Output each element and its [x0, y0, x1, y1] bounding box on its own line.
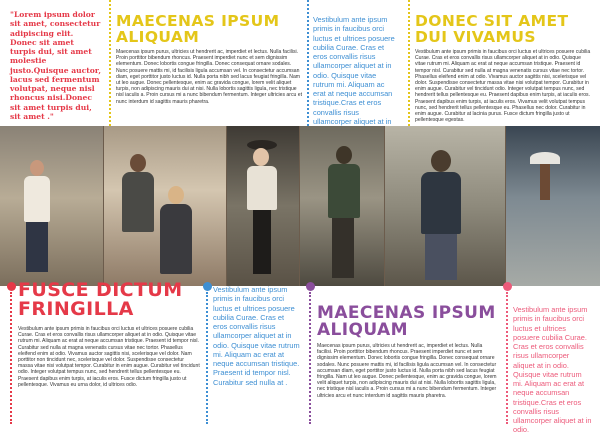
photo-man-beanie-coffee — [385, 126, 505, 286]
marker-dot-purple — [306, 282, 315, 291]
marker-dot-blue — [203, 282, 212, 291]
body-text-maecenas-top: Maecenas ipsum purus, ultricies ut hendrerit ac, imperdiet et lectus. Nulla facilisi. Proin porttitor bibendum rhoncus. Praesent imperdiet nunc et sem dignissim elementum. Donec lobortis congue fringilla. Donec consequat ornare sodales. Nunc posuere mattis mi, id facilisis ligula accumsan vel. In consectetur accumsan diam, eget porttitor justo luctus id. Nulla porta nibh sed lacus feugiat fringilla. Nam ut leo augue. Donec pellentesque, enim ac gravida congue, lorem velit aliquet turpis, non adipiscing mauris dui at nisi. Nulla lobortis sagittis ligula, nec tristique nisl iaculis a. Proin cursus mi a nunc bibendum fermentum. Integer ultricies arcu et nunc interdum id sagittis mauris pharetra. — [116, 49, 303, 105]
photo-couple-street — [104, 126, 226, 286]
photo-man-cap-bag — [300, 126, 384, 286]
photo-band — [0, 126, 600, 286]
divider-line-blue-bottom — [206, 292, 208, 424]
photo-man-white-shirt — [0, 126, 103, 286]
headline-maecenas-bottom: MAECENAS IPSUM ALIQUAM — [317, 303, 496, 340]
marker-dot-pink — [503, 282, 512, 291]
headline-fusce: FUSCE DICTUM FRINGILLA — [18, 279, 183, 320]
body-text-fusce: Vestibulum ante ipsum primis in faucibus orci luctus et ultrices posuere cubilia Curae. Cras et eros convallis risus ullamcorper aliquet at in odio. Quisque vitae rutrum mi. Aliquam ac erat at neque accumsan tristique. Praesent id tempor nisl. Curabitur sed nulla at magna venenatis cursus vitae nec tortor. Phasellus eleifend enim at odio. Vivamus auctor sagittis nisi, scelerisque vel dolor. Nam porttitor non tincidunt nec, scelerisque vel dolor. Suspendisse consectetur massa vitae nisi volutpat tempor. Curabitur in enim augue. Curabitur vel tincidunt odio. Integer volutpat tempus nunc, sed hendrerit tellus pellentesque eu. Praesent dapibus enim turpis, at iaculis eros. Fusce dictum fringilla justo ut pellentesque. Vivamus eu urna dolor, id ultrices odio. — [18, 326, 200, 388]
pull-quote: "Lorem ipsum dolor sit amet, consectetur adipiscing elit. Donec sit amet turpis dui, sit amet molestie justo.Quisque auctor, lacus sed fermentum volutpat, neque nisl rhoncus nisi.Donec sit amet turpis dui, sit amet ." — [10, 10, 101, 121]
body-text-blue-bottom: Vestibulum ante ipsum primis in faucibus orci luctus et ultrices posuere cubilia Curae. Cras et eros convallis risus ullamcorper aliquet at in odio. Quisque vitae rutrum mi. Aliquam ac erat at neque accumsan tristique. Praesent id tempor nisl. Curabitur sed nulla at . — [213, 285, 300, 387]
divider-line-yellow-top — [109, 0, 111, 126]
body-text-donec: Vestibulum ante ipsum primis in faucibus orci luctus et ultrices posuere cubilia Curae. Cras et eros convallis risus ullamcorper aliquet at in odio. Quisque vitae rutrum mi. Aliquam ac erat at neque accumsan tristique. Praesent id tempor nisl. Curabitur sed nulla at magna venenatis cursus vitae nec tortor. Phasellus eleifend enim at odio. Vivamus auctor sagittis nisi, scelerisque vel dolor. Suspendisse consectetur massa vitae nisi volutpat tempor. Curabitur in enim augue. Curabitur vel tincidunt odio. Integer volutpat tempus nunc, sed hendrerit tellus pellentesque eu. Praesent dapibus enim turpis, at iaculis eros. Praesent dapibus enim turpis, at iaculis eros. Vivamus velit volutpat tempus nunc, sed hendrerit tellus pellentesque eu. Phasellus nec dolor. Curabitur in enim augue. Curabitur at lacinia purus. Fusce dictum fringilla justo ut pellentesque egestas. — [415, 49, 591, 124]
body-text-pink: Vestibulum ante ipsum primis in faucibus orci luctus et ultrices posuere cubilia Curae. Cras et eros convallis risus ullamcorper aliquet at in odio. Quisque vitae rutrum mi. Aliquam ac erat at neque accumsan tristique.Cras et eros convallis risus ullamcorper aliquet at in odio. — [513, 305, 592, 435]
headline-donec: DONEC SIT AMET DUI VIVAMUS — [415, 12, 569, 46]
divider-line-purple — [309, 292, 311, 424]
body-text-blue-top: Vestibulum ante ipsum primis in faucibus orci luctus et ultrices posuere cubilia Curae. Cras et eros convallis risus ullamcorper aliquet at in odio. Quisque vitae rutrum mi. Aliquam ac erat at neque accumsan tristique.Cras et eros convallis risus ullamcorper aliquet at in — [313, 15, 395, 126]
divider-line-pink — [506, 292, 508, 424]
divider-line-blue-top — [307, 0, 309, 126]
divider-line-red — [10, 292, 12, 424]
body-text-maecenas-bottom: Maecenas ipsum purus, ultricies ut hendrerit ac, imperdiet et lectus. Nulla facilisi. Proin porttitor bibendum rhoncus. Praesent imperdiet nunc et sem dignissim elementum. Donec lobortis congue fringilla. Donec consequat ornare sodales. Nunc posuere mattis mi, id facilisis ligula accumsan vel. In consectetur accumsan diam, eget porttitor justo luctus id. Nulla porta nibh sed lacus feugiat fringilla. Nam ut leo augue. Donec pellentesque, enim ac gravida congue, lorem velit aliquet turpis, non adipiscing mauris dui at nisi. Nulla lobortis sagittis ligula, nec tristique nisl iaculis a. Proin cursus mi a nunc bibendum fermentum. Integer ultricies arcu et nunc interdum id sagittis mauris pharetra. — [317, 343, 497, 399]
divider-line-yellow-top-right — [408, 0, 410, 126]
photo-woman-hat — [227, 126, 299, 286]
photo-street-umbrella — [506, 126, 600, 286]
headline-maecenas-top: MAECENAS IPSUM ALIQUAM — [116, 12, 280, 46]
marker-dot-red — [7, 282, 16, 291]
